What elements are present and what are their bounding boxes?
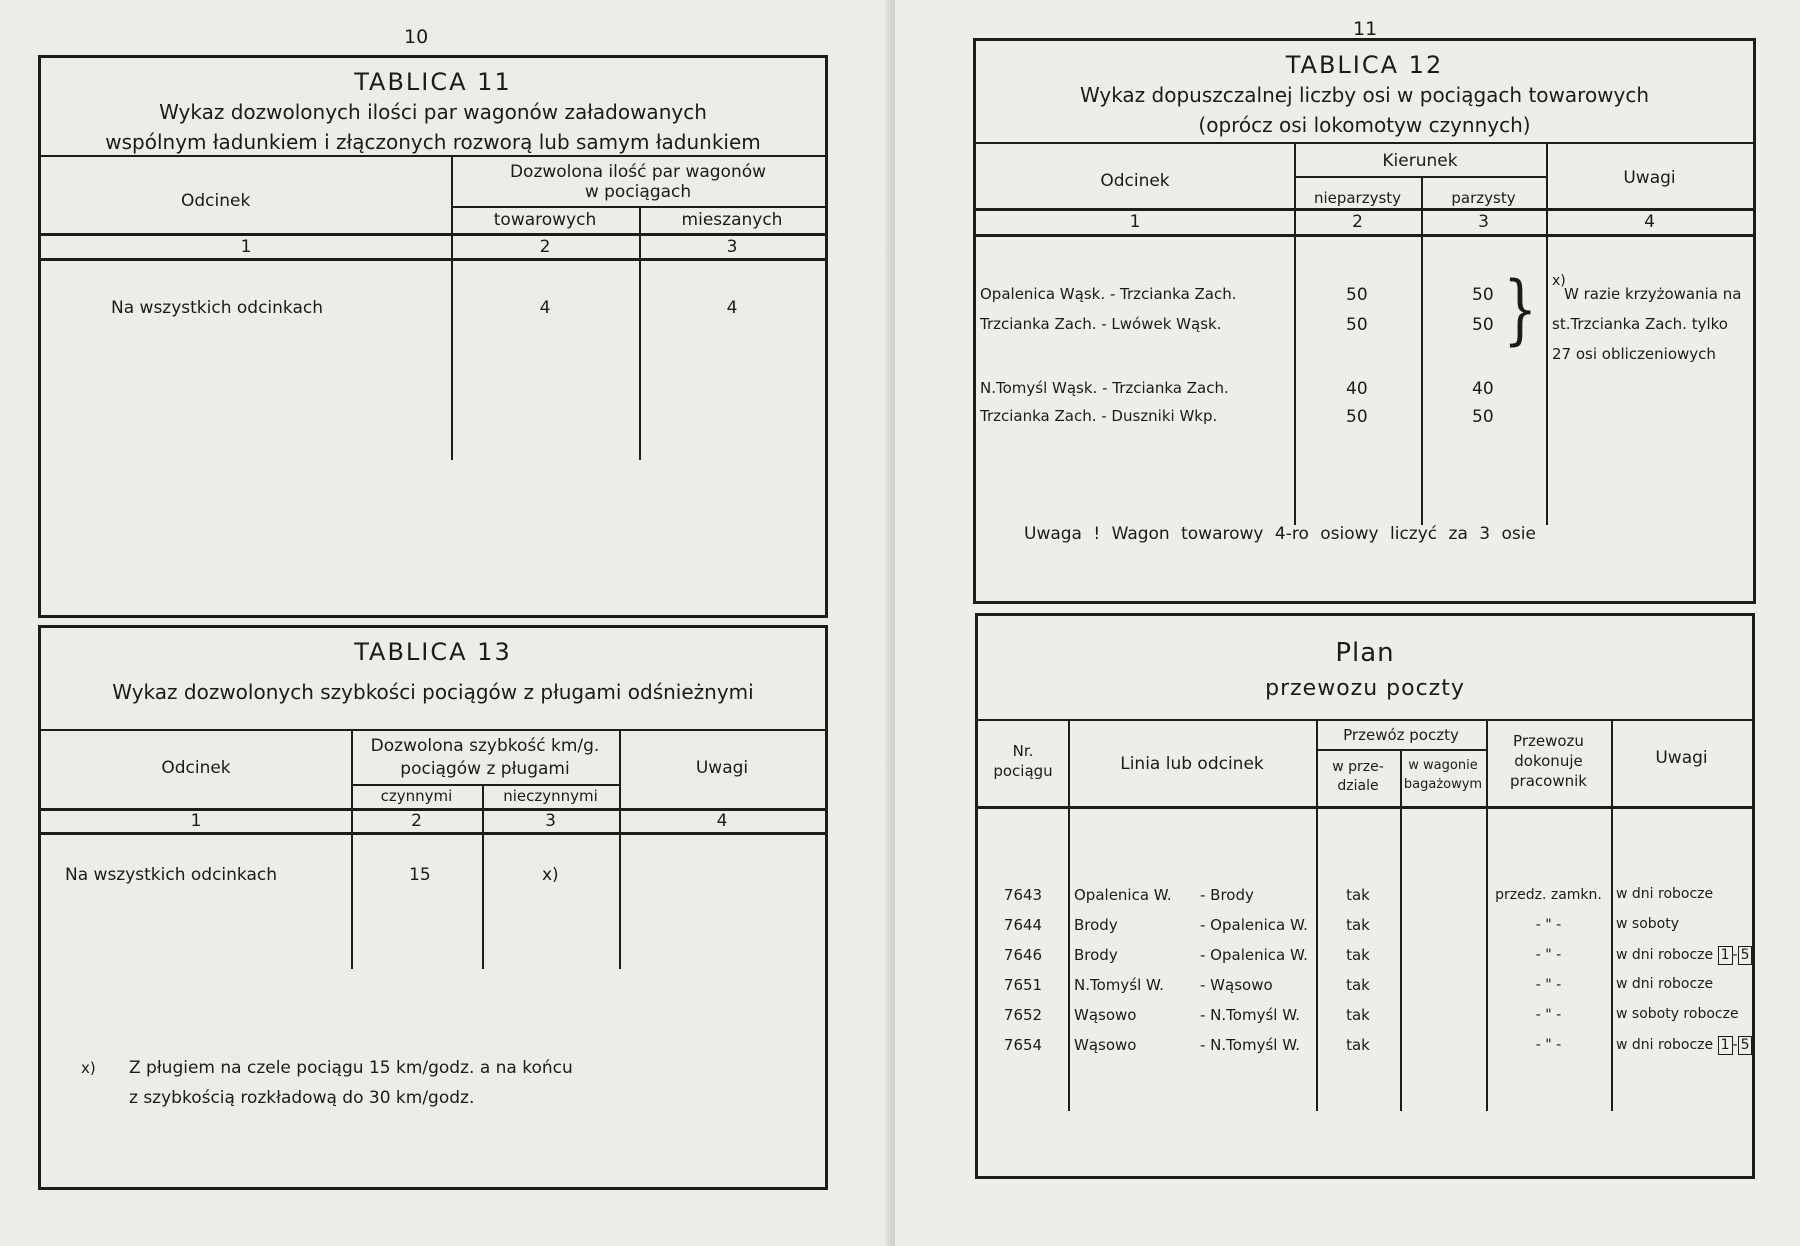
plan-cell-pracownik: przedz. zamkn. — [1495, 887, 1602, 903]
table-12-note-line-2: st.Trzcianka Zach. tylko — [1552, 315, 1728, 333]
table-12-cell-nieparzysty: 50 — [1346, 285, 1368, 305]
plan-cell-przedzial: tak — [1346, 886, 1370, 904]
column-header-w-wagonie: w wagonie — [1408, 758, 1478, 773]
weekday-box: 1 — [1718, 946, 1733, 965]
plan-cell-pracownik: - " - — [1535, 1037, 1562, 1053]
column-header-odcinek: Odcinek — [1100, 171, 1170, 191]
mail-transport-plan — [975, 613, 1755, 1179]
rule — [639, 206, 641, 460]
column-header-odcinek: Odcinek — [161, 758, 231, 778]
column-header-odcinek: Odcinek — [181, 191, 251, 211]
plan-cell-nr: 7652 — [1003, 1006, 1043, 1024]
plan-cell-to: - N.Tomyśl W. — [1200, 1036, 1301, 1054]
rule — [1611, 719, 1613, 1111]
rule — [41, 729, 825, 731]
plan-cell-przedzial: tak — [1346, 1006, 1370, 1024]
rule — [1421, 176, 1423, 525]
plan-cell-from: Opalenica W. — [1074, 886, 1172, 904]
table-11-subtitle-2: wspólnym ładunkiem i złączonych rozworą lub samym ładunkiem — [105, 130, 761, 154]
footnote-line-1: Z pługiem na czele pociągu 15 km/godz. a na końcu — [129, 1058, 573, 1078]
rule — [41, 233, 825, 236]
column-header-nr: Nr. — [1012, 742, 1034, 760]
column-number: 2 — [411, 811, 422, 831]
column-number: 2 — [539, 237, 551, 257]
table-12-cell-odcinek: Trzcianka Zach. - Lwówek Wąsk. — [980, 315, 1222, 333]
plan-cell-pracownik: - " - — [1535, 917, 1562, 933]
column-number: 1 — [240, 237, 252, 257]
column-number: 3 — [1478, 212, 1489, 232]
plan-cell-uwagi: w dni robocze — [1616, 886, 1714, 902]
table-12-cell-nieparzysty: 50 — [1346, 407, 1368, 427]
column-header-z-plugami: pociągów z pługami — [400, 759, 570, 779]
table-13-title: TABLICA 13 — [354, 638, 512, 666]
rule — [976, 142, 1753, 144]
plan-cell-pracownik: - " - — [1535, 977, 1562, 993]
rule — [482, 784, 484, 969]
table-12-uwaga: Uwaga ! Wagon towarowy 4-ro osiowy liczyć za 3 osie — [1024, 524, 1536, 544]
plan-cell-from: Brody — [1074, 916, 1118, 934]
column-header-parzysty: parzysty — [1451, 189, 1516, 207]
column-number: 2 — [1352, 212, 1363, 232]
plan-cell-nr: 7654 — [1003, 1036, 1043, 1054]
rule — [451, 206, 825, 208]
rule — [351, 729, 353, 969]
plan-cell-uwagi: w dni robocze 1 - 5 — [1616, 946, 1752, 965]
weekday-box: 5 — [1738, 946, 1753, 965]
column-header-w-przedziale-2: dziale — [1337, 778, 1379, 794]
rule — [978, 806, 1752, 809]
rule — [1294, 142, 1296, 525]
table-11-subtitle-1: Wykaz dozwolonych ilości par wagonów załadowanych — [159, 100, 707, 124]
column-header-uwagi: Uwagi — [1623, 168, 1676, 188]
plan-cell-from: Brody — [1074, 946, 1118, 964]
column-header-pociagu: pociągu — [993, 762, 1053, 780]
table-13-row-nieczynnymi: x) — [542, 865, 559, 885]
table-11 — [38, 55, 828, 618]
table-13 — [38, 625, 828, 1190]
column-header-linia: Linia lub odcinek — [1120, 754, 1264, 774]
plan-cell-to: - N.Tomyśl W. — [1200, 1006, 1301, 1024]
column-number: 4 — [716, 811, 728, 831]
rule — [978, 719, 1752, 721]
plan-cell-nr: 7646 — [1003, 946, 1043, 964]
column-header-w-przedziale: w prze- — [1332, 759, 1384, 775]
rule — [41, 832, 825, 835]
table-12-note-line-1: W razie krzyżowania na — [1564, 285, 1742, 303]
rule — [1546, 142, 1548, 525]
page-number-right: 11 — [1353, 18, 1378, 40]
weekday-box: 1 — [1718, 1036, 1733, 1055]
plan-cell-to: - Opalenica W. — [1200, 916, 1308, 934]
rule — [1068, 719, 1070, 1111]
table-13-subtitle: Wykaz dozwolonych szybkości pociągów z pługami odśnieżnymi — [112, 680, 754, 704]
table-12-cell-parzysty: 50 — [1472, 315, 1494, 335]
plan-cell-uwagi: w soboty robocze — [1616, 1006, 1739, 1022]
column-header-uwagi: Uwagi — [1655, 748, 1708, 768]
plan-cell-from: Wąsowo — [1074, 1036, 1137, 1054]
plan-cell-nr: 7644 — [1003, 916, 1043, 934]
plan-cell-uwagi: w dni robocze 1 - 5 — [1616, 1036, 1752, 1055]
rule — [976, 234, 1753, 237]
column-header-w-pociagach: w pociągach — [584, 182, 692, 202]
table-12-cell-odcinek: Opalenica Wąsk. - Trzcianka Zach. — [980, 285, 1237, 303]
table-13-row-czynnymi: 15 — [409, 865, 431, 885]
footnote-mark: x) — [81, 1059, 96, 1077]
plan-cell-from: N.Tomyśl W. — [1074, 976, 1164, 994]
page-number-left: 10 — [404, 26, 429, 48]
table-11-row-odcinek: Na wszystkich odcinkach — [111, 298, 324, 318]
table-12-title: TABLICA 12 — [1285, 51, 1444, 79]
table-12 — [973, 38, 1756, 604]
rule — [619, 729, 621, 969]
column-header-nieczynnymi: nieczynnymi — [503, 787, 598, 805]
table-12-subtitle-1: Wykaz dopuszczalnej liczby osi w pociągach towarowych — [1079, 83, 1650, 107]
column-header-dozwolona: Dozwolona ilość par wagonów — [509, 162, 767, 182]
table-12-cell-nieparzysty: 40 — [1346, 379, 1368, 399]
plan-cell-to: - Opalenica W. — [1200, 946, 1308, 964]
brace-symbol: } — [1503, 264, 1538, 353]
column-header-pracownik: pracownik — [1510, 772, 1587, 790]
column-header-nieparzysty: nieparzysty — [1313, 189, 1402, 207]
plan-subtitle: przewozu poczty — [1265, 676, 1465, 701]
column-number: 3 — [545, 811, 556, 831]
column-header-szybkosc: Dozwolona szybkość km/g. — [370, 736, 600, 756]
plan-cell-uwagi: w dni robocze — [1616, 976, 1714, 992]
column-header-czynnymi: czynnymi — [380, 787, 453, 805]
column-header-dokonuje: dokonuje — [1514, 752, 1583, 770]
table-12-cell-odcinek: Trzcianka Zach. - Duszniki Wkp. — [980, 407, 1218, 425]
column-header-przewozu: Przewozu — [1513, 732, 1584, 750]
plan-cell-to: - Wąsowo — [1200, 976, 1273, 994]
column-number: 3 — [726, 237, 738, 257]
column-header-w-wagonie-2: bagażowym — [1403, 777, 1483, 792]
table-12-subtitle-2: (oprócz osi lokomotyw czynnych) — [1198, 113, 1531, 137]
column-header-przewoz: Przewóz poczty — [1343, 726, 1459, 744]
plan-cell-to: - Brody — [1200, 886, 1254, 904]
column-header-uwagi: Uwagi — [695, 758, 749, 778]
plan-cell-przedzial: tak — [1346, 1036, 1370, 1054]
rule — [976, 208, 1753, 211]
plan-cell-przedzial: tak — [1346, 976, 1370, 994]
table-12-cell-nieparzysty: 50 — [1346, 315, 1368, 335]
table-12-note-mark: x) — [1552, 273, 1566, 289]
right-page — [895, 0, 1800, 1246]
column-number: 1 — [190, 811, 202, 831]
weekday-box: 5 — [1738, 1036, 1753, 1055]
plan-cell-przedzial: tak — [1346, 946, 1370, 964]
rule — [41, 155, 825, 157]
footnote-line-2: z szybkością rozkładową do 30 km/godz. — [129, 1088, 475, 1108]
column-header-mieszanych: mieszanych — [681, 210, 783, 230]
plan-cell-uwagi: w soboty — [1616, 916, 1679, 932]
table-12-cell-parzysty: 50 — [1472, 285, 1494, 305]
table-11-row-towarowych: 4 — [539, 298, 551, 318]
plan-cell-nr: 7651 — [1003, 976, 1043, 994]
table-13-row-odcinek: Na wszystkich odcinkach — [65, 865, 278, 885]
table-12-cell-parzysty: 50 — [1472, 407, 1494, 427]
table-12-note-line-3: 27 osi obliczeniowych — [1552, 345, 1716, 363]
rule — [1400, 749, 1402, 1111]
table-12-cell-odcinek: N.Tomyśl Wąsk. - Trzcianka Zach. — [980, 379, 1229, 397]
column-header-kierunek: Kierunek — [1382, 151, 1458, 171]
plan-cell-from: Wąsowo — [1074, 1006, 1137, 1024]
rule — [1294, 176, 1546, 178]
column-header-towarowych: towarowych — [493, 210, 597, 230]
plan-cell-pracownik: - " - — [1535, 947, 1562, 963]
left-page — [0, 0, 895, 1246]
table-11-row-mieszanych: 4 — [726, 298, 738, 318]
plan-cell-przedzial: tak — [1346, 916, 1370, 934]
table-12-cell-parzysty: 40 — [1472, 379, 1494, 399]
plan-cell-nr: 7643 — [1003, 886, 1043, 904]
plan-title: Plan — [1335, 638, 1395, 668]
column-number: 4 — [1644, 212, 1655, 232]
table-11-title: TABLICA 11 — [354, 68, 512, 96]
rule — [41, 258, 825, 261]
rule — [351, 784, 619, 786]
plan-cell-pracownik: - " - — [1535, 1007, 1562, 1023]
column-number: 1 — [1129, 212, 1141, 232]
